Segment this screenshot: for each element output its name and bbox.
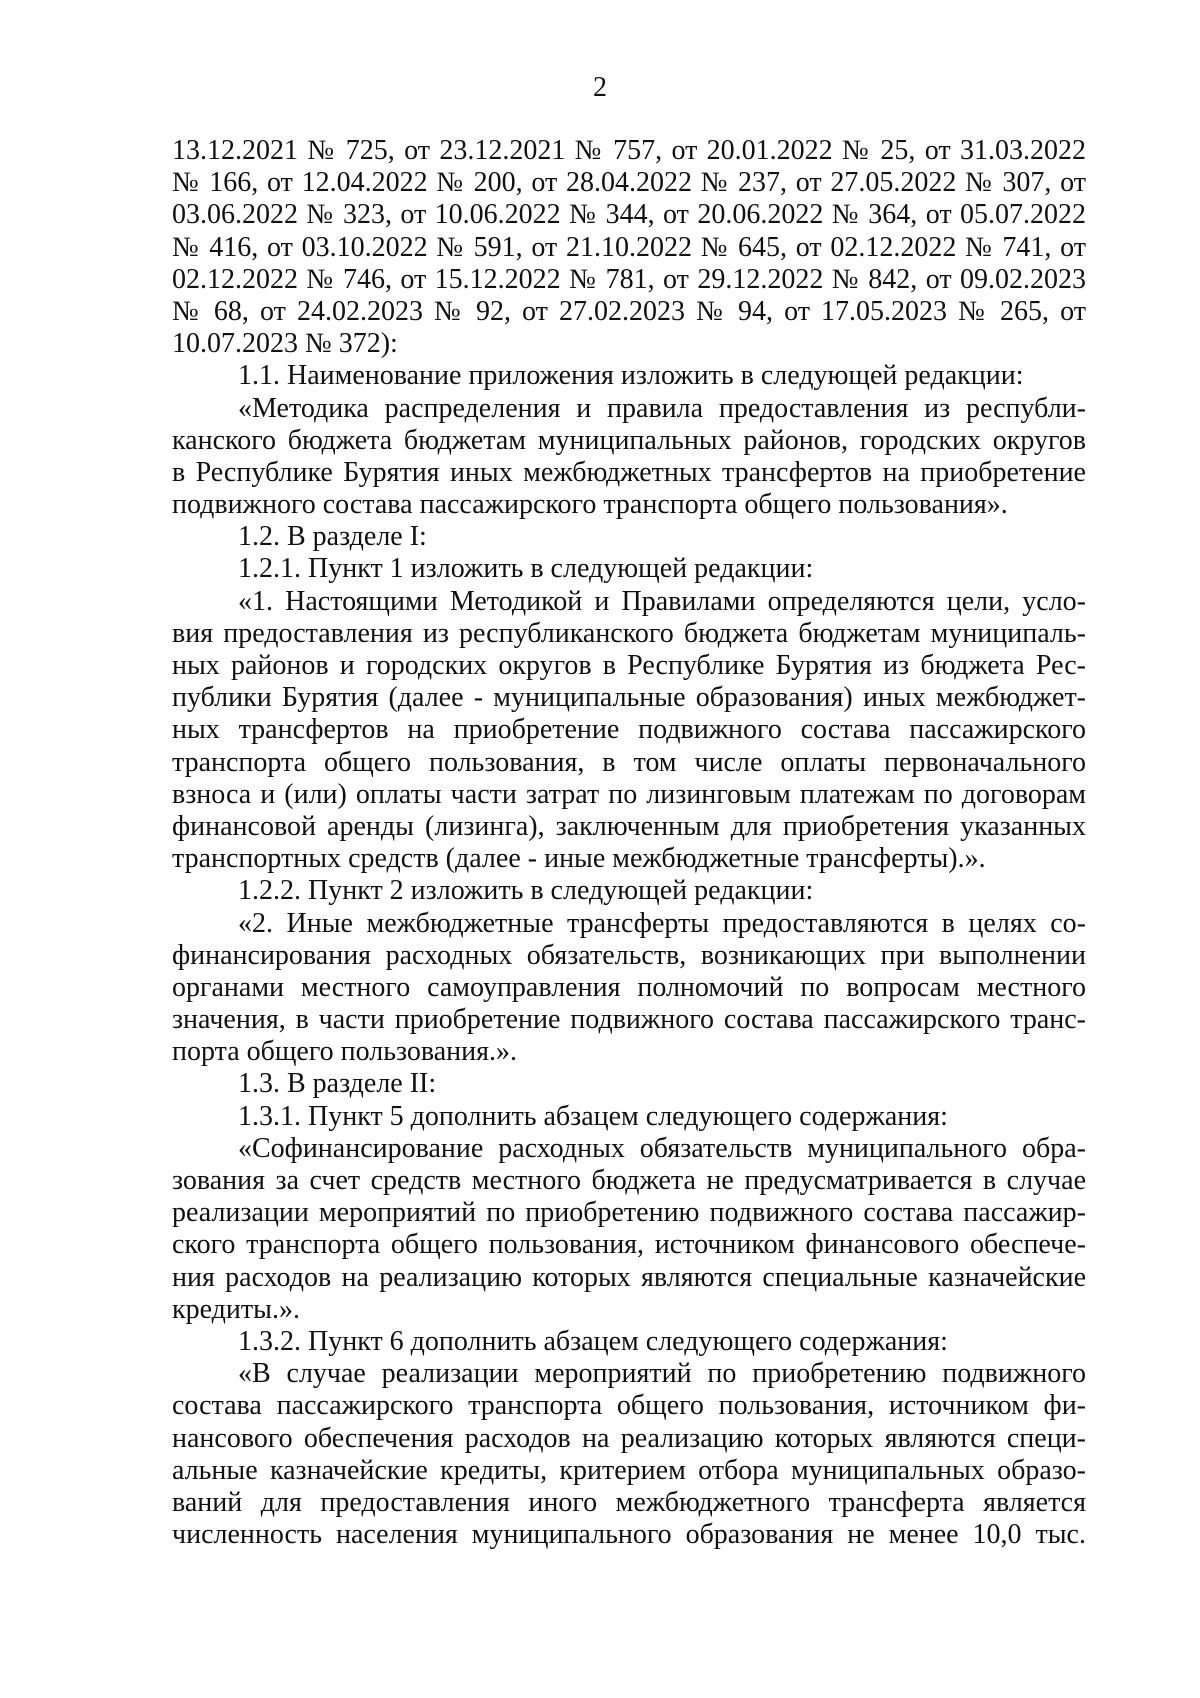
text-line: 1.3.1. Пункт 5 дополнить абзацем следующего содержания: <box>238 1100 948 1132</box>
text-line: № 68, от 24.02.2023 № 92, от 27.02.2023 № 94, от 17.05.2023 № 265, от <box>172 295 1086 327</box>
text-line: транспортных средств (далее - иные межбюджетные трансферты).». <box>172 843 986 875</box>
text-line: вия предоставления из республиканского бюджета бюджетам муниципаль- <box>172 617 1086 649</box>
text-line: транспорта общего пользования, в том числе оплаты первоначального <box>172 746 1086 778</box>
text-line: подвижного состава пассажирского транспорта общего пользования». <box>172 489 1008 521</box>
text-line: «2. Иные межбюджетные трансферты предоставляются в целях со- <box>238 907 1086 939</box>
text-line: зования за счет средств местного бюджета не предусматривается в случае <box>172 1165 1086 1196</box>
text-line: 1.2. В разделе I: <box>238 521 427 553</box>
text-line: № 166, от 12.04.2022 № 200, от 28.04.2022 № 237, от 27.05.2022 № 307, от <box>172 167 1086 199</box>
page-number: 2 <box>593 72 607 103</box>
text-line: финансирования расходных обязательств, возникающих при выполнении <box>172 939 1086 971</box>
text-line: «В случае реализации мероприятий по приобретению подвижного <box>238 1358 1086 1390</box>
text-line: реализации мероприятий по приобретению подвижного состава пассажир- <box>172 1197 1086 1229</box>
text-line: в Республике Бурятия иных межбюджетных трансфертов на приобретение <box>172 456 1086 488</box>
text-line: канского бюджета бюджетам муниципальных районов, городских округов <box>172 424 1086 456</box>
text-line: 02.12.2022 № 746, от 15.12.2022 № 781, от 29.12.2022 № 842, от 09.02.2023 <box>172 263 1086 295</box>
text-line: кредиты.». <box>172 1293 300 1325</box>
text-line: органами местного самоуправления полномочий по вопросам местного <box>172 971 1086 1003</box>
document-body <box>172 135 1086 1551</box>
text-line: «Софинансирование расходных обязательств муниципального обра- <box>238 1132 1086 1164</box>
text-line: 1.2.2. Пункт 2 изложить в следующей редакции: <box>238 875 814 907</box>
text-line: 03.06.2022 № 323, от 10.06.2022 № 344, от 20.06.2022 № 364, от 05.07.2022 <box>172 199 1086 231</box>
text-line: ных районов и городских округов в Республике Бурятия из бюджета Рес- <box>172 650 1086 681</box>
text-line: 10.07.2023 № 372): <box>172 328 398 360</box>
text-line: значения, в части приобретение подвижного состава пассажирского транс- <box>172 1004 1086 1036</box>
text-line: 1.3.2. Пункт 6 дополнить абзацем следующего содержания: <box>238 1325 948 1357</box>
text-line: «1. Настоящими Методикой и Правилами определяются цели, усло- <box>238 585 1086 617</box>
text-line: 13.12.2021 № 725, от 23.12.2021 № 757, от 20.01.2022 № 25, от 31.03.2022 <box>172 135 1086 166</box>
text-line: численность населения муниципального образования не менее 10,0 тыс. <box>172 1519 1086 1551</box>
text-line: № 416, от 03.10.2022 № 591, от 21.10.2022 № 645, от 02.12.2022 № 741, от <box>172 231 1086 263</box>
text-line: ных трансфертов на приобретение подвижного состава пассажирского <box>172 714 1086 746</box>
text-line: нансового обеспечения расходов на реализацию которых являются специ- <box>172 1422 1086 1454</box>
text-line: ния расходов на реализацию которых являются специальные казначейские <box>172 1261 1086 1293</box>
text-line: ского транспорта общего пользования, источником финансового обеспече- <box>172 1229 1086 1261</box>
text-line: 1.3. В разделе II: <box>238 1068 437 1100</box>
text-line: «Методика распределения и правила предоставления из республи- <box>238 392 1086 424</box>
text-line: 1.1. Наименование приложения изложить в следующей редакции: <box>238 360 1024 392</box>
text-line: альные казначейские кредиты, критерием отбора муниципальных образо- <box>172 1454 1086 1486</box>
text-line: взноса и (или) оплаты части затрат по лизинговым платежам по договорам <box>172 778 1086 810</box>
text-line: состава пассажирского транспорта общего пользования, источником фи- <box>172 1390 1086 1422</box>
text-line: финансовой аренды (лизинга), заключенным для приобретения указанных <box>172 810 1086 842</box>
text-line: 1.2.1. Пункт 1 изложить в следующей редакции: <box>238 553 814 585</box>
text-line: порта общего пользования.». <box>172 1036 518 1068</box>
text-line: ваний для предоставления иного межбюджетного трансферта является <box>172 1486 1086 1518</box>
text-line: публики Бурятия (далее - муниципальные образования) иных межбюджет- <box>172 682 1086 714</box>
